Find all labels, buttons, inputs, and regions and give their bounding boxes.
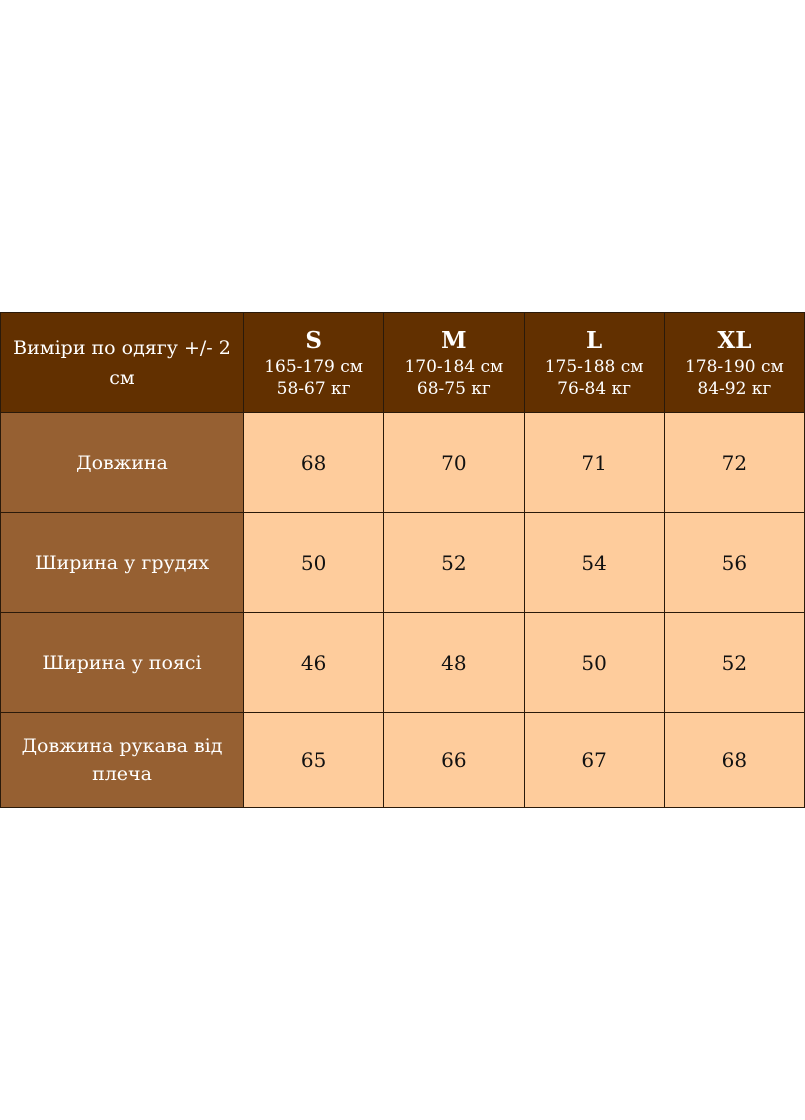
- size-height-range: 170-184 см: [404, 356, 504, 377]
- row-label: Ширина у поясі: [1, 613, 244, 713]
- table-cell: 66: [384, 713, 524, 808]
- header-row: [1, 313, 805, 413]
- size-name: M: [441, 326, 467, 354]
- table-cell: 50: [524, 613, 664, 713]
- table-cell: 65: [244, 713, 384, 808]
- table-row: [1, 513, 805, 613]
- size-weight-range: 84-92 кг: [697, 378, 772, 399]
- table-cell: 52: [664, 613, 804, 713]
- table-cell: 52: [384, 513, 524, 613]
- table-row: [1, 613, 805, 713]
- size-name: S: [305, 326, 322, 354]
- table-cell: 71: [524, 413, 664, 513]
- size-header-m: [384, 313, 524, 413]
- table-cell: 46: [244, 613, 384, 713]
- size-chart-table: [0, 312, 805, 808]
- row-label: Ширина у грудях: [1, 513, 244, 613]
- table-row: [1, 413, 805, 513]
- table-cell: 68: [664, 713, 804, 808]
- size-weight-range: 68-75 кг: [416, 378, 491, 399]
- size-name: XL: [717, 326, 752, 354]
- row-label: Довжина рукава від плеча: [1, 713, 244, 808]
- table-cell: 48: [384, 613, 524, 713]
- table-cell: 56: [664, 513, 804, 613]
- table-row: [1, 713, 805, 808]
- row-label: Довжина: [1, 413, 244, 513]
- measurements-header: Виміри по одягу +/- 2 см: [1, 313, 244, 413]
- size-header-xl: [664, 313, 804, 413]
- size-height-range: 175-188 см: [544, 356, 644, 377]
- size-height-range: 165-179 см: [264, 356, 364, 377]
- size-header-s: [244, 313, 384, 413]
- size-name: L: [586, 326, 603, 354]
- table-cell: 50: [244, 513, 384, 613]
- table-cell: 70: [384, 413, 524, 513]
- size-weight-range: 76-84 кг: [557, 378, 632, 399]
- size-header-l: [524, 313, 664, 413]
- table-cell: 72: [664, 413, 804, 513]
- table-cell: 67: [524, 713, 664, 808]
- table-cell: 54: [524, 513, 664, 613]
- size-height-range: 178-190 см: [684, 356, 784, 377]
- table-cell: 68: [244, 413, 384, 513]
- size-weight-range: 58-67 кг: [276, 378, 351, 399]
